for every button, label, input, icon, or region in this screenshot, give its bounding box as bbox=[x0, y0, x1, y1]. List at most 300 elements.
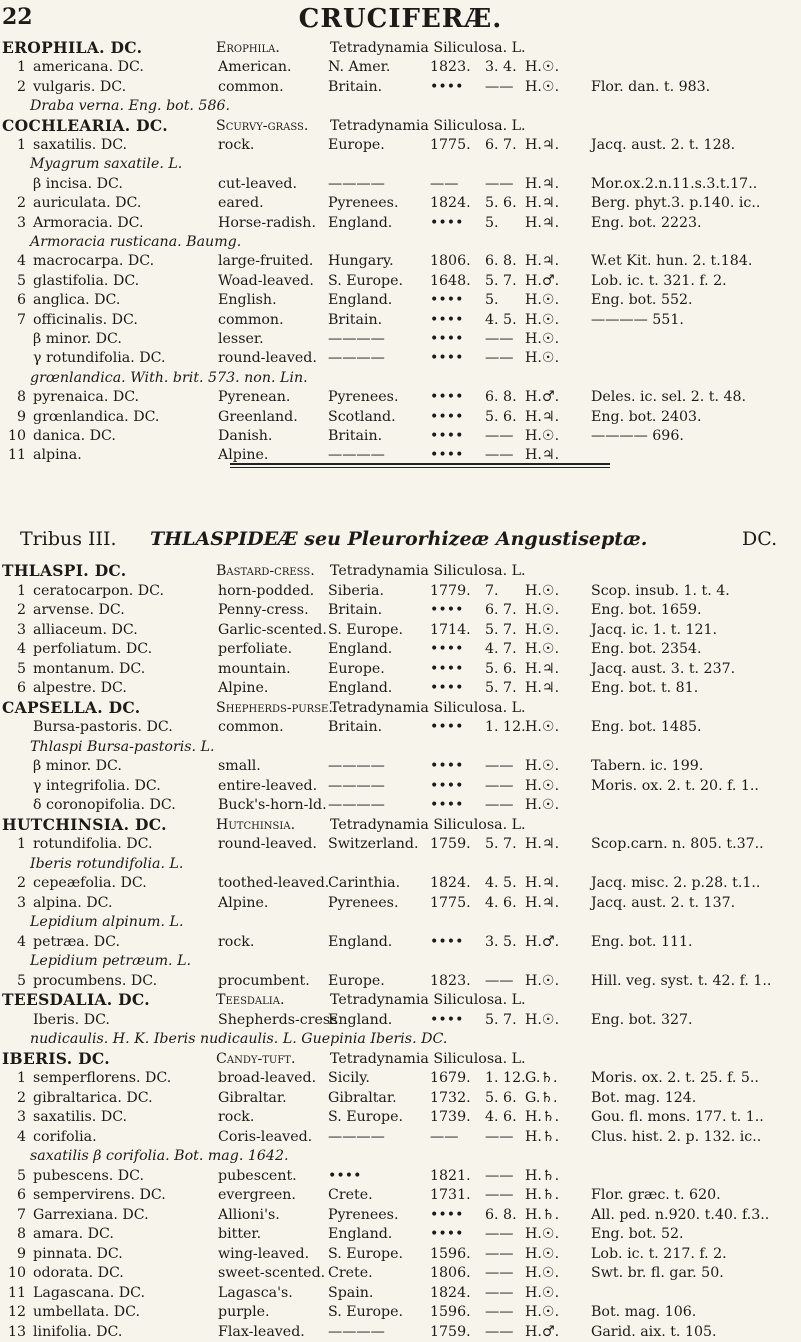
species-row bbox=[0, 213, 801, 233]
flowering-months: —— bbox=[485, 797, 514, 813]
genus-name: IBERIS. DC. bbox=[2, 1048, 110, 1068]
species-row bbox=[0, 1263, 801, 1283]
flowering-months: 5. bbox=[485, 214, 499, 231]
species-latin-name: montanum. DC. bbox=[33, 660, 146, 677]
habitat: ———— bbox=[328, 1128, 385, 1145]
genus-heading bbox=[0, 698, 801, 718]
duration: H.♂. bbox=[525, 933, 560, 950]
species-latin-name: vulgaris. DC. bbox=[33, 78, 127, 95]
year-introduced: •••• bbox=[430, 758, 464, 774]
duration: H.☉. bbox=[525, 1226, 560, 1242]
species-row bbox=[0, 1322, 801, 1342]
species-row bbox=[0, 290, 801, 310]
synonym: nudicaulis. H. K. Iberis nudicaulis. L. Guepinia Iberis. DC. bbox=[30, 1031, 448, 1047]
reference: Flor. dan. t. 983. bbox=[591, 78, 711, 95]
year-introduced: 1679. bbox=[430, 1070, 471, 1086]
species-english-name: Shepherds-cress bbox=[218, 1011, 338, 1028]
flowering-months: —— bbox=[485, 78, 514, 95]
duration: H.☉. bbox=[525, 758, 560, 774]
species-english-name: American. bbox=[218, 59, 292, 76]
reference: ———— 696. bbox=[591, 428, 684, 444]
species-number: 1 bbox=[16, 836, 26, 852]
flowering-months: 7. bbox=[485, 582, 499, 599]
species-english-name: Penny-cress. bbox=[218, 602, 309, 618]
duration: H.♃. bbox=[525, 836, 560, 852]
duration: H.♂. bbox=[525, 1323, 560, 1340]
habitat: Siberia. bbox=[328, 582, 385, 599]
species-row bbox=[0, 873, 801, 893]
reference: Bot. mag. 106. bbox=[591, 1304, 697, 1320]
species-latin-name: anglica. DC. bbox=[33, 292, 121, 309]
duration: H.☉. bbox=[525, 582, 560, 599]
synonym: grœnlandica. With. brit. 573. non. Lin. bbox=[30, 369, 308, 386]
page-title: CRUCIFERÆ. bbox=[298, 4, 503, 34]
species-latin-name: officinalis. DC. bbox=[33, 311, 138, 328]
habitat: Gibraltar. bbox=[328, 1089, 397, 1106]
habitat: ———— bbox=[328, 350, 385, 367]
duration: H.☉. bbox=[525, 621, 560, 638]
synonym-line bbox=[0, 96, 801, 116]
flowering-months: —— bbox=[485, 972, 514, 989]
flowering-months: —— bbox=[485, 777, 514, 794]
synonym: Iberis rotundifolia. L. bbox=[30, 855, 184, 872]
species-latin-name: alpina. DC. bbox=[33, 894, 113, 911]
duration: H.☉. bbox=[525, 331, 560, 347]
reference: Gou. fl. mons. 177. t. 1.. bbox=[591, 1109, 764, 1125]
species-number: 1 bbox=[16, 1070, 26, 1086]
species-row bbox=[0, 135, 801, 155]
year-introduced: •••• bbox=[430, 797, 464, 813]
duration: H.♄. bbox=[525, 1206, 560, 1223]
species-latin-name: alliaceum. DC. bbox=[33, 621, 138, 638]
synonym-line bbox=[0, 912, 801, 932]
page-header bbox=[0, 4, 801, 34]
species-latin-name: grœnlandica. DC. bbox=[33, 408, 160, 425]
species-english-name: horn-podded. bbox=[218, 582, 315, 599]
reference: Eng. bot. 2354. bbox=[591, 641, 702, 657]
species-english-name: purple. bbox=[218, 1304, 270, 1320]
year-introduced: 1775. bbox=[430, 894, 471, 911]
species-english-name: common. bbox=[218, 78, 284, 95]
synonym: Thlaspi Bursa-pastoris. L. bbox=[30, 738, 215, 755]
reference: Moris. ox. 2. t. 20. f. 1.. bbox=[591, 777, 759, 794]
species-latin-name: pubescens. DC. bbox=[33, 1167, 144, 1184]
habitat: Pyrenees. bbox=[328, 1206, 399, 1223]
species-latin-name: β minor. DC. bbox=[33, 758, 122, 774]
species-row bbox=[0, 174, 801, 194]
genus-heading bbox=[0, 116, 801, 136]
species-number: 2 bbox=[16, 78, 26, 95]
species-english-name: wing-leaved. bbox=[218, 1245, 310, 1262]
tribe-heading bbox=[0, 528, 801, 554]
flowering-months: 5. 6. bbox=[485, 195, 517, 212]
species-english-name: round-leaved. bbox=[218, 350, 317, 367]
linnaean-class: Tetradynamia Siliculosa. L. bbox=[330, 563, 526, 579]
species-row bbox=[0, 271, 801, 291]
species-english-name: rock. bbox=[218, 1109, 255, 1125]
species-row bbox=[0, 387, 801, 407]
linnaean-class: Tetradynamia Siliculosa. L. bbox=[330, 992, 526, 1008]
species-row bbox=[0, 77, 801, 97]
synonym: Lepidium petræum. L. bbox=[30, 953, 191, 969]
flowering-months: 4. 5. bbox=[485, 875, 517, 891]
species-latin-name: arvense. DC. bbox=[33, 602, 125, 618]
year-introduced: 1759. bbox=[430, 836, 471, 852]
flowering-months: —— bbox=[485, 1167, 514, 1184]
species-row bbox=[0, 678, 801, 698]
year-introduced: •••• bbox=[430, 933, 464, 950]
species-row bbox=[0, 600, 801, 620]
species-number: 11 bbox=[7, 1284, 26, 1301]
species-row bbox=[0, 932, 801, 952]
species-number: 9 bbox=[16, 408, 26, 425]
species-english-name: round-leaved. bbox=[218, 836, 317, 852]
habitat: S. Europe. bbox=[328, 621, 404, 638]
species-latin-name: corifolia. bbox=[33, 1128, 97, 1145]
duration: H.☉. bbox=[525, 1284, 560, 1301]
species-latin-name: rotundifolia. DC. bbox=[33, 836, 153, 852]
species-english-name: common. bbox=[218, 719, 284, 735]
species-row bbox=[0, 1127, 801, 1147]
species-english-name: Alpine. bbox=[218, 680, 269, 696]
species-row bbox=[0, 659, 801, 679]
species-latin-name: pinnata. DC. bbox=[33, 1245, 123, 1262]
species-latin-name: petræa. DC. bbox=[33, 933, 121, 950]
genus-heading bbox=[0, 990, 801, 1010]
habitat: Pyrenees. bbox=[328, 389, 399, 406]
year-introduced: •••• bbox=[430, 1011, 464, 1028]
species-latin-name: Bursa-pastoris. DC. bbox=[33, 719, 173, 735]
species-number: 1 bbox=[16, 137, 26, 153]
year-introduced: 1824. bbox=[430, 195, 471, 212]
duration: H.♂. bbox=[525, 272, 560, 289]
species-latin-name: linifolia. DC. bbox=[33, 1323, 123, 1340]
duration: H.☉. bbox=[525, 292, 560, 309]
reference: Eng. bot. t. 81. bbox=[591, 680, 699, 696]
species-row bbox=[0, 971, 801, 991]
species-number: 4 bbox=[16, 253, 26, 270]
tribe-name: THLASPIDEÆ seu Pleurorhizeæ Angustiseptæ. bbox=[150, 528, 648, 550]
year-introduced: •••• bbox=[430, 292, 464, 309]
species-latin-name: Armoracia. DC. bbox=[33, 214, 144, 231]
species-english-name: rock. bbox=[218, 137, 255, 153]
genus-english-name: Bastard-cress. bbox=[216, 563, 315, 579]
flowering-months: 5. 7. bbox=[485, 680, 517, 696]
habitat: N. Amer. bbox=[328, 59, 391, 76]
species-latin-name: β minor. DC. bbox=[33, 331, 122, 347]
reference: Flor. græc. t. 620. bbox=[591, 1187, 721, 1203]
reference: Eng. bot. 1485. bbox=[591, 719, 702, 735]
flowering-months: —— bbox=[485, 1323, 514, 1340]
habitat: Britain. bbox=[328, 311, 383, 328]
habitat: ———— bbox=[328, 1323, 385, 1340]
flowering-months: 5. 7. bbox=[485, 1011, 517, 1028]
year-introduced: •••• bbox=[430, 350, 464, 367]
species-english-name: mountain. bbox=[218, 660, 291, 677]
year-introduced: 1739. bbox=[430, 1109, 471, 1125]
species-number: 1 bbox=[16, 582, 26, 599]
species-latin-name: sempervirens. DC. bbox=[33, 1187, 166, 1203]
reference: Clus. hist. 2. p. 132. ic.. bbox=[591, 1128, 762, 1145]
synonym: Myagrum saxatile. L. bbox=[30, 156, 183, 173]
species-latin-name: procumbens. DC. bbox=[33, 972, 158, 989]
habitat: S. Europe. bbox=[328, 1304, 404, 1320]
species-row bbox=[0, 1205, 801, 1225]
species-number: 5 bbox=[16, 972, 26, 989]
flowering-months: 1. 12. bbox=[485, 1070, 526, 1086]
year-introduced: •••• bbox=[430, 641, 464, 657]
species-row bbox=[0, 1185, 801, 1205]
flowering-months: 6. 8. bbox=[485, 1206, 517, 1223]
species-number: 3 bbox=[16, 1109, 26, 1125]
habitat: Pyrenees. bbox=[328, 894, 399, 911]
genus-name: HUTCHINSIA. DC. bbox=[2, 814, 167, 834]
flowering-months: —— bbox=[485, 447, 514, 464]
page-number: 22 bbox=[2, 4, 33, 30]
species-row bbox=[0, 193, 801, 213]
species-english-name: Coris-leaved. bbox=[218, 1128, 313, 1145]
species-row bbox=[0, 893, 801, 913]
habitat: Carinthia. bbox=[328, 875, 401, 891]
genus-name: TEESDALIA. DC. bbox=[2, 990, 150, 1009]
flowering-months: —— bbox=[485, 1304, 514, 1320]
species-number: 7 bbox=[16, 311, 26, 328]
genus-name: THLASPI. DC. bbox=[2, 561, 127, 580]
reference: Eng. bot. 1659. bbox=[591, 602, 702, 618]
species-latin-name: perfoliatum. DC. bbox=[33, 641, 153, 657]
synonym-line bbox=[0, 1029, 801, 1049]
habitat: Scotland. bbox=[328, 408, 396, 425]
duration: H.♂. bbox=[525, 389, 560, 406]
species-number: 2 bbox=[16, 1089, 26, 1106]
duration: H.♃. bbox=[525, 195, 560, 212]
species-number: 6 bbox=[16, 680, 26, 696]
species-number: 4 bbox=[16, 1128, 26, 1145]
species-number: 11 bbox=[7, 447, 26, 464]
genus-heading bbox=[0, 815, 801, 835]
flowering-months: 5. 6. bbox=[485, 660, 517, 677]
flowering-months: 4. 6. bbox=[485, 894, 517, 911]
duration: H.♃. bbox=[525, 875, 560, 891]
duration: H.♃. bbox=[525, 137, 560, 153]
habitat: England. bbox=[328, 680, 393, 696]
year-introduced: 1779. bbox=[430, 582, 471, 599]
synonym: Draba verna. Eng. bot. 586. bbox=[30, 98, 231, 115]
year-introduced: •••• bbox=[430, 777, 464, 794]
duration: H.☉. bbox=[525, 1304, 560, 1320]
reference: Hill. veg. syst. t. 42. f. 1.. bbox=[591, 972, 772, 989]
species-latin-name: β incisa. DC. bbox=[33, 175, 123, 192]
species-number: 12 bbox=[7, 1304, 26, 1320]
habitat: S. Europe. bbox=[328, 272, 404, 289]
reference: Eng. bot. 111. bbox=[591, 933, 693, 950]
habitat: Sicily. bbox=[328, 1070, 370, 1086]
species-number: 4 bbox=[16, 641, 26, 657]
species-number: 4 bbox=[16, 933, 26, 950]
species-number: 3 bbox=[16, 621, 26, 638]
reference: Deles. ic. sel. 2. t. 48. bbox=[591, 389, 747, 406]
species-latin-name: umbellata. DC. bbox=[33, 1304, 141, 1320]
habitat: England. bbox=[328, 214, 393, 231]
habitat: Britain. bbox=[328, 428, 383, 444]
reference: Lob. ic. t. 217. f. 2. bbox=[591, 1245, 727, 1262]
species-english-name: procumbent. bbox=[218, 972, 310, 989]
species-row bbox=[0, 795, 801, 815]
flowering-months: 5. 7. bbox=[485, 621, 517, 638]
reference: Lob. ic. t. 321. f. 2. bbox=[591, 272, 727, 289]
species-latin-name: gibraltarica. DC. bbox=[33, 1089, 153, 1106]
species-number: 10 bbox=[7, 1265, 26, 1281]
species-english-name: Lagasca's. bbox=[218, 1284, 293, 1301]
flowering-months: —— bbox=[485, 1128, 514, 1145]
species-latin-name: macrocarpa. DC. bbox=[33, 253, 155, 270]
year-introduced: 1806. bbox=[430, 1265, 471, 1281]
species-english-name: large-fruited. bbox=[218, 253, 314, 270]
species-english-name: Garlic-scented. bbox=[218, 621, 327, 638]
linnaean-class: Tetradynamia Siliculosa. L. bbox=[330, 1050, 526, 1067]
habitat: Britain. bbox=[328, 602, 383, 618]
duration: H.☉. bbox=[525, 78, 560, 95]
reference: W.et Kit. hun. 2. t.184. bbox=[591, 253, 753, 270]
synonym-line bbox=[0, 154, 801, 174]
species-number: 6 bbox=[16, 1187, 26, 1203]
species-row bbox=[0, 1088, 801, 1108]
duration: H.♃. bbox=[525, 253, 560, 270]
synonym-line bbox=[0, 951, 801, 971]
species-latin-name: Iberis. DC. bbox=[33, 1011, 110, 1028]
species-latin-name: Garrexiana. DC. bbox=[33, 1206, 149, 1223]
flowering-months: —— bbox=[485, 1226, 514, 1242]
species-english-name: entire-leaved. bbox=[218, 777, 318, 794]
synonym: Lepidium alpinum. L. bbox=[30, 914, 184, 930]
flowering-months: —— bbox=[485, 428, 514, 444]
duration: H.♃. bbox=[525, 680, 560, 696]
species-number: 1 bbox=[16, 59, 26, 76]
synonym-line bbox=[0, 368, 801, 388]
genus-english-name: Scurvy-grass. bbox=[216, 117, 309, 134]
species-row bbox=[0, 620, 801, 640]
year-introduced: 1731. bbox=[430, 1187, 471, 1203]
synonym-line bbox=[0, 1146, 801, 1166]
flowering-months: 5. 6. bbox=[485, 408, 517, 425]
section-divider bbox=[230, 463, 610, 465]
year-introduced: 1823. bbox=[430, 972, 471, 989]
species-row bbox=[0, 756, 801, 776]
species-latin-name: alpestre. DC. bbox=[33, 680, 127, 696]
genus-english-name: Shepherds-purse. bbox=[216, 699, 333, 716]
duration: H.♄. bbox=[525, 1128, 560, 1145]
habitat: Europe. bbox=[328, 137, 385, 153]
reference: ———— 551. bbox=[591, 311, 684, 328]
reference: Moris. ox. 2. t. 25. f. 5.. bbox=[591, 1070, 759, 1086]
habitat: Crete. bbox=[328, 1187, 373, 1203]
species-latin-name: semperflorens. DC. bbox=[33, 1070, 172, 1086]
species-row bbox=[0, 426, 801, 446]
flowering-months: 1. 12. bbox=[485, 719, 526, 735]
year-introduced: 1648. bbox=[430, 272, 471, 289]
year-introduced: 1775. bbox=[430, 137, 471, 153]
species-english-name: Buck's-horn-ld. bbox=[218, 797, 327, 813]
flowering-months: —— bbox=[485, 1187, 514, 1203]
year-introduced: •••• bbox=[430, 1226, 464, 1242]
habitat: Britain. bbox=[328, 78, 383, 95]
species-english-name: Flax-leaved. bbox=[218, 1323, 305, 1340]
duration: H.♄. bbox=[525, 1167, 560, 1184]
species-number: 8 bbox=[16, 389, 26, 406]
year-introduced: •••• bbox=[430, 719, 464, 735]
habitat: ———— bbox=[328, 777, 385, 794]
species-row bbox=[0, 348, 801, 368]
genus-name: CAPSELLA. DC. bbox=[2, 697, 141, 717]
duration: H.♃. bbox=[525, 408, 560, 425]
habitat: ———— bbox=[328, 175, 385, 192]
species-english-name: Alpine. bbox=[218, 894, 269, 911]
duration: H.☉. bbox=[525, 428, 560, 444]
species-row bbox=[0, 1166, 801, 1186]
species-english-name: common. bbox=[218, 311, 284, 328]
species-row bbox=[0, 407, 801, 427]
reference: Jacq. aust. 3. t. 237. bbox=[591, 660, 736, 677]
flowering-months: 5. bbox=[485, 292, 499, 309]
linnaean-class: Tetradynamia Siliculosa. L. bbox=[330, 816, 526, 833]
species-english-name: rock. bbox=[218, 933, 255, 950]
reference: Mor.ox.2.n.11.s.3.t.17.. bbox=[591, 175, 758, 192]
habitat: England. bbox=[328, 292, 393, 309]
year-introduced: •••• bbox=[430, 311, 464, 328]
habitat: England. bbox=[328, 1226, 393, 1242]
habitat: ———— bbox=[328, 797, 385, 813]
duration: H.☉. bbox=[525, 59, 560, 76]
genus-heading bbox=[0, 38, 801, 58]
species-latin-name: glastifolia. DC. bbox=[33, 272, 140, 289]
habitat: Spain. bbox=[328, 1284, 374, 1301]
species-number: 3 bbox=[16, 894, 26, 911]
duration: H.☉. bbox=[525, 719, 560, 735]
year-introduced: •••• bbox=[430, 1206, 464, 1223]
genus-name: EROPHILA. DC. bbox=[2, 38, 143, 57]
reference: Berg. phyt.3. p.140. ic.. bbox=[591, 195, 761, 212]
species-english-name: Horse-radish. bbox=[218, 214, 316, 231]
genus-name: COCHLEARIA. DC. bbox=[2, 115, 168, 135]
species-english-name: Danish. bbox=[218, 428, 273, 444]
habitat: England. bbox=[328, 641, 393, 657]
species-english-name: Pyrenean. bbox=[218, 389, 291, 406]
species-english-name: Alpine. bbox=[218, 447, 269, 464]
species-row bbox=[0, 1302, 801, 1322]
species-english-name: Allioni's. bbox=[218, 1206, 280, 1223]
duration: H.☉. bbox=[525, 1011, 560, 1028]
flowering-months: 5. 6. bbox=[485, 1089, 517, 1106]
year-introduced: •••• bbox=[430, 602, 464, 618]
species-row bbox=[0, 1107, 801, 1127]
flowering-months: 6. 7. bbox=[485, 602, 517, 618]
synonym-line bbox=[0, 232, 801, 252]
reference: Jacq. aust. 2. t. 137. bbox=[591, 894, 736, 911]
flowering-months: —— bbox=[485, 1284, 514, 1301]
species-row bbox=[0, 717, 801, 737]
species-english-name: Woad-leaved. bbox=[218, 272, 314, 289]
species-number: 9 bbox=[16, 1245, 26, 1262]
species-latin-name: δ coronopifolia. DC. bbox=[33, 797, 176, 813]
species-english-name: broad-leaved. bbox=[218, 1070, 317, 1086]
linnaean-class: Tetradynamia Siliculosa. L. bbox=[330, 40, 526, 56]
duration: H.♄. bbox=[525, 1187, 560, 1203]
species-latin-name: Lagascana. DC. bbox=[33, 1284, 145, 1301]
species-row bbox=[0, 581, 801, 601]
duration: H.☉. bbox=[525, 972, 560, 989]
flowering-months: 5. 7. bbox=[485, 272, 517, 289]
year-introduced: •••• bbox=[430, 660, 464, 677]
